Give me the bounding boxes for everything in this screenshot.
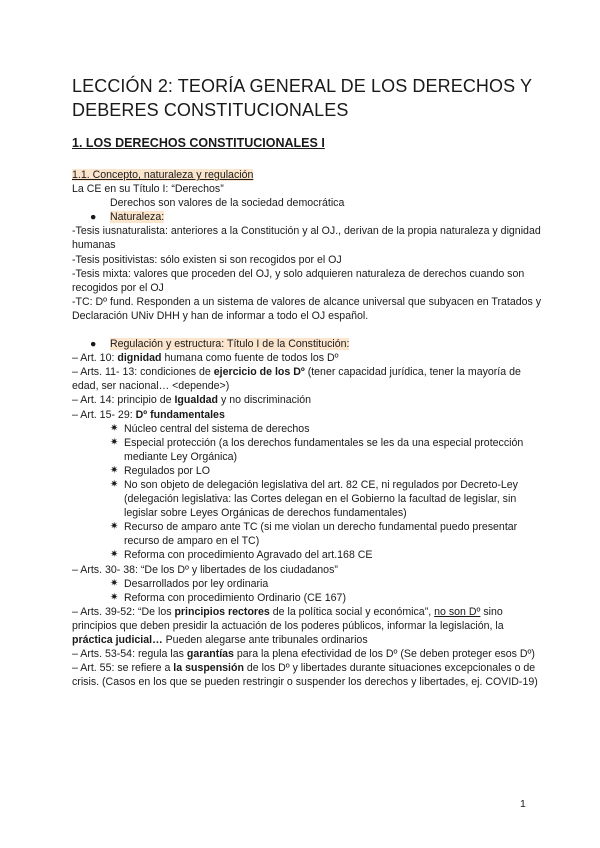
section-heading: 1. LOS DERECHOS CONSTITUCIONALES I [72,136,325,150]
bullet-item [72,337,542,351]
sub-item: ✷ Desarrollados por ley ordinaria [110,577,269,590]
bullet-dot-icon: ● [90,338,97,351]
article-line-53: – Arts. 53-54: regula las garantías para la plena efectividad de los Dº (Se deben proteger esos Dº) [72,648,535,661]
tesis-mixta: -Tesis mixta: valores que proceden del OJ, y solo adquieren naturaleza de derechos cuando son recogidos por el OJ [72,267,525,294]
asterisk-icon: ✷ [110,591,119,603]
subsection-heading: 1.1. Concepto, naturaleza y regulación [72,169,254,181]
asterisk-icon: ✷ [110,549,119,561]
tesis-positivistas: -Tesis positivistas: sólo existen si son recogidos por el OJ [72,253,342,266]
regulacion-label: Regulación y estructura: Título I de la Constitución: [110,338,350,351]
sub-item: ✷ Especial protección (a los derechos fundamentales se les da una especial protección mediante Ley Orgánica) [110,436,524,463]
tesis-tc: -TC: Dº fund. Responden a un sistema de valores de alcance universal que subyacen en Tratados y Declaración UNiv DHH y han de informar a todo el OJ español. [72,295,542,322]
lesson-title: LECCIÓN 2: TEORÍA GENERAL DE LOS DERECHOS Y DEBERES CONSTITUCIONALES [72,76,532,120]
article-line-39: – Arts. 39-52: “De los principios rectores de la política social y económica”, no son Dº sino principios que deben presidir la actuación de los poderes públicos, informar la legislación, la práctica judicial… Pueden alegarse ante tribunales ordinarios [72,605,504,646]
article-line-10: – Art. 10: dignidad humana como fuente de todos los Dº [72,352,339,365]
page-number: 1 [520,798,526,810]
article-line-14: – Art. 14: principio de Igualdad y no discriminación [72,394,312,407]
sub-item: ✷ Núcleo central del sistema de derechos [110,422,310,435]
asterisk-icon: ✷ [110,478,119,490]
asterisk-icon: ✷ [110,577,119,589]
sub-item: ✷ Reforma con procedimiento Agravado del art.168 CE [110,549,373,562]
intro-line-indented: Derechos son valores de la sociedad democrática [110,197,345,210]
asterisk-icon: ✷ [110,422,119,434]
article-line-11: – Arts. 11- 13: condiciones de ejercicio de los Dº (tener capacidad jurídica, tener la mayoría de edad, ser nacional… <depende>) [72,366,521,393]
bullet-item [72,210,542,224]
article-line-30: – Arts. 30- 38: “De los Dº y libertades de los ciudadanos” [72,563,338,576]
naturaleza-label: Naturaleza: [110,211,165,224]
article-line-15: – Art. 15- 29: Dº fundamentales [72,408,225,421]
tesis-iusnaturalista: -Tesis iusnaturalista: anteriores a la Constitución y al OJ., derivan de la propia naturaleza y dignidad humanas [72,225,541,252]
sub-item: ✷ Reforma con procedimiento Ordinario (CE 167) [110,591,346,604]
sub-item: ✷ No son objeto de delegación legislativa del art. 82 CE, ni regulados por Decreto-Ley (delegación legislativa: las Cortes delegan en el Gobierno la facultad de legislar, sin legislar sobre Leyes Orgánicas de derechos fundamentales) [110,478,518,520]
asterisk-icon: ✷ [110,464,119,476]
intro-line: La CE en su Título I: “Derechos” [72,183,224,196]
document-body [72,168,542,689]
article-line-55: – Art. 55: se refiere a la suspensión de los Dº y libertades durante situaciones excepcionales o de crisis. (Casos en los que se pueden restringir o suspender los derechos y libertades, ej. COVID-19) [72,662,538,689]
sub-item: ✷ Regulados por LO [110,464,210,477]
sub-item: ✷ Recurso de amparo ante TC (si me violan un derecho fundamental puedo presentar recurso de amparo en el TC) [110,521,518,548]
asterisk-icon: ✷ [110,521,119,533]
asterisk-icon: ✷ [110,436,119,448]
bullet-dot-icon: ● [90,211,97,224]
